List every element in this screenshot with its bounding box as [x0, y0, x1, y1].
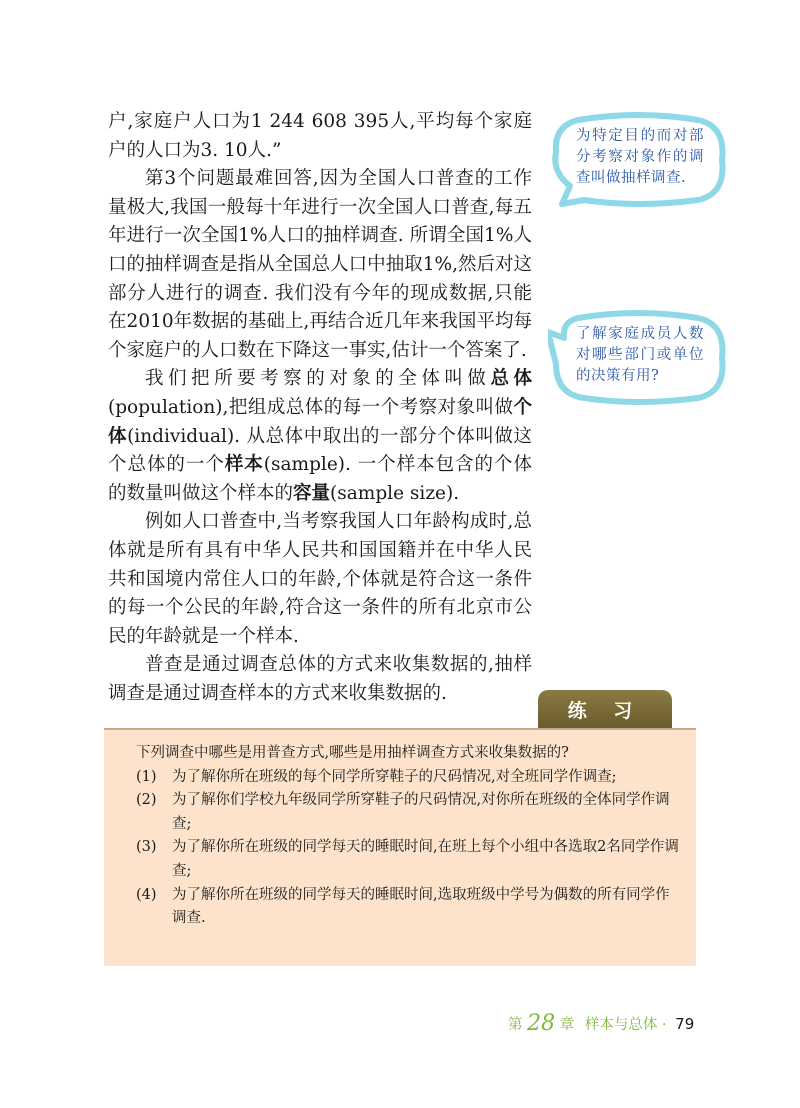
- margin-note-1-text: 为特定目的而对部分考察对象作的调查叫做抽样调查.: [576, 128, 704, 186]
- exercise-tab: [538, 690, 672, 728]
- page-number: 79: [675, 1015, 695, 1033]
- chapter-title: 样本与总体 ·: [584, 1017, 667, 1033]
- p3-text-5: (sample size).: [330, 482, 460, 504]
- paragraph-2: 第3个问题最难回答,因为全国人口普查的工作量极大,我国一般每十年进行一次全国人口普查,每五年进行一次全国1%人口的抽样调查. 所谓全国1%人口的抽样调查是指从全国总人口中抽取1%,然后对这部分人进行的调查. 我们没有今年的现成数据,只能在2010年数据的基础上,再结合近几年来我国平均每个家庭户的人口数在下降这一事实,估计一个答案了.: [108, 168, 532, 361]
- chapter-number: 28: [527, 1011, 556, 1036]
- margin-note-2-text: 了解家庭成员人数对哪些部门或单位的决策有用?: [576, 326, 704, 384]
- main-body-text: [108, 108, 532, 708]
- margin-note-2: [548, 310, 728, 406]
- exercise-item-number: (1): [136, 768, 157, 785]
- exercise-item-number: (4): [136, 886, 157, 903]
- keyword-sample: 样本: [224, 454, 264, 476]
- exercise-item: [136, 766, 684, 790]
- exercise-item-text: 为了解你所在班级的每个同学所穿鞋子的尺码情况,对全班同学作调查;: [172, 768, 617, 785]
- keyword-individual: 个体: [108, 396, 532, 447]
- exercise-box: [104, 728, 696, 966]
- p3-text-1: 我们把所要考察的对象的全体叫做: [145, 368, 491, 390]
- page-footer: [508, 1010, 708, 1036]
- paragraph-3: [108, 365, 532, 508]
- exercise-item: [136, 884, 684, 931]
- exercise-item-text: 为了解你所在班级的同学每天的睡眠时间,在班上每个小组中各选取2名同学作调查;: [172, 839, 679, 879]
- exercise-item-number: (2): [136, 792, 157, 809]
- p3-text-2: (population),把组成总体的每一个考察对象叫做: [108, 396, 514, 418]
- keyword-sample-size: 容量: [293, 482, 331, 504]
- exercise-content: [136, 742, 684, 931]
- paragraph-4: 例如人口普查中,当考察我国人口年龄构成时,总体就是所有具有中华人民共和国国籍并在中华人民共和国境内常住人口的年龄,个体就是符合这一条件的每一个公民的年龄,符合这一条件的所有北京市公民的年龄就是一个样本.: [108, 511, 532, 647]
- exercise-intro: 下列调查中哪些是用普查方式,哪些是用抽样调查方式来收集数据的?: [136, 745, 569, 761]
- chapter-prefix: 第: [508, 1017, 523, 1033]
- exercise-title: 练 习: [567, 700, 643, 722]
- p3-text-4: (sample). 一个样本包含的个体的数量叫做这个样本的: [108, 454, 532, 504]
- exercise-item: [136, 836, 684, 883]
- exercise-item-text: 为了解你们学校九年级同学所穿鞋子的尺码情况,对你所在班级的全体同学作调查;: [172, 792, 670, 832]
- keyword-population: 总体: [490, 368, 532, 390]
- exercise-item-number: (3): [136, 839, 157, 856]
- paragraph-1: 户,家庭户人口为1 244 608 395人,平均每个家庭户的人口为3. 10人.”: [108, 111, 532, 161]
- p3-text-3: (individual). 从总体中取出的一部分个体叫做这个总体的一个: [108, 425, 532, 476]
- exercise-item-text: 为了解你所在班级的同学每天的睡眠时间,选取班级中学号为偶数的所有同学作调查.: [172, 886, 670, 927]
- margin-note-1: [548, 112, 728, 208]
- paragraph-5: 普查是通过调查总体的方式来收集数据的,抽样调查是通过调查样本的方式来收集数据的.: [108, 654, 532, 704]
- chapter-suffix: 章: [559, 1017, 575, 1033]
- exercise-item: [136, 789, 684, 836]
